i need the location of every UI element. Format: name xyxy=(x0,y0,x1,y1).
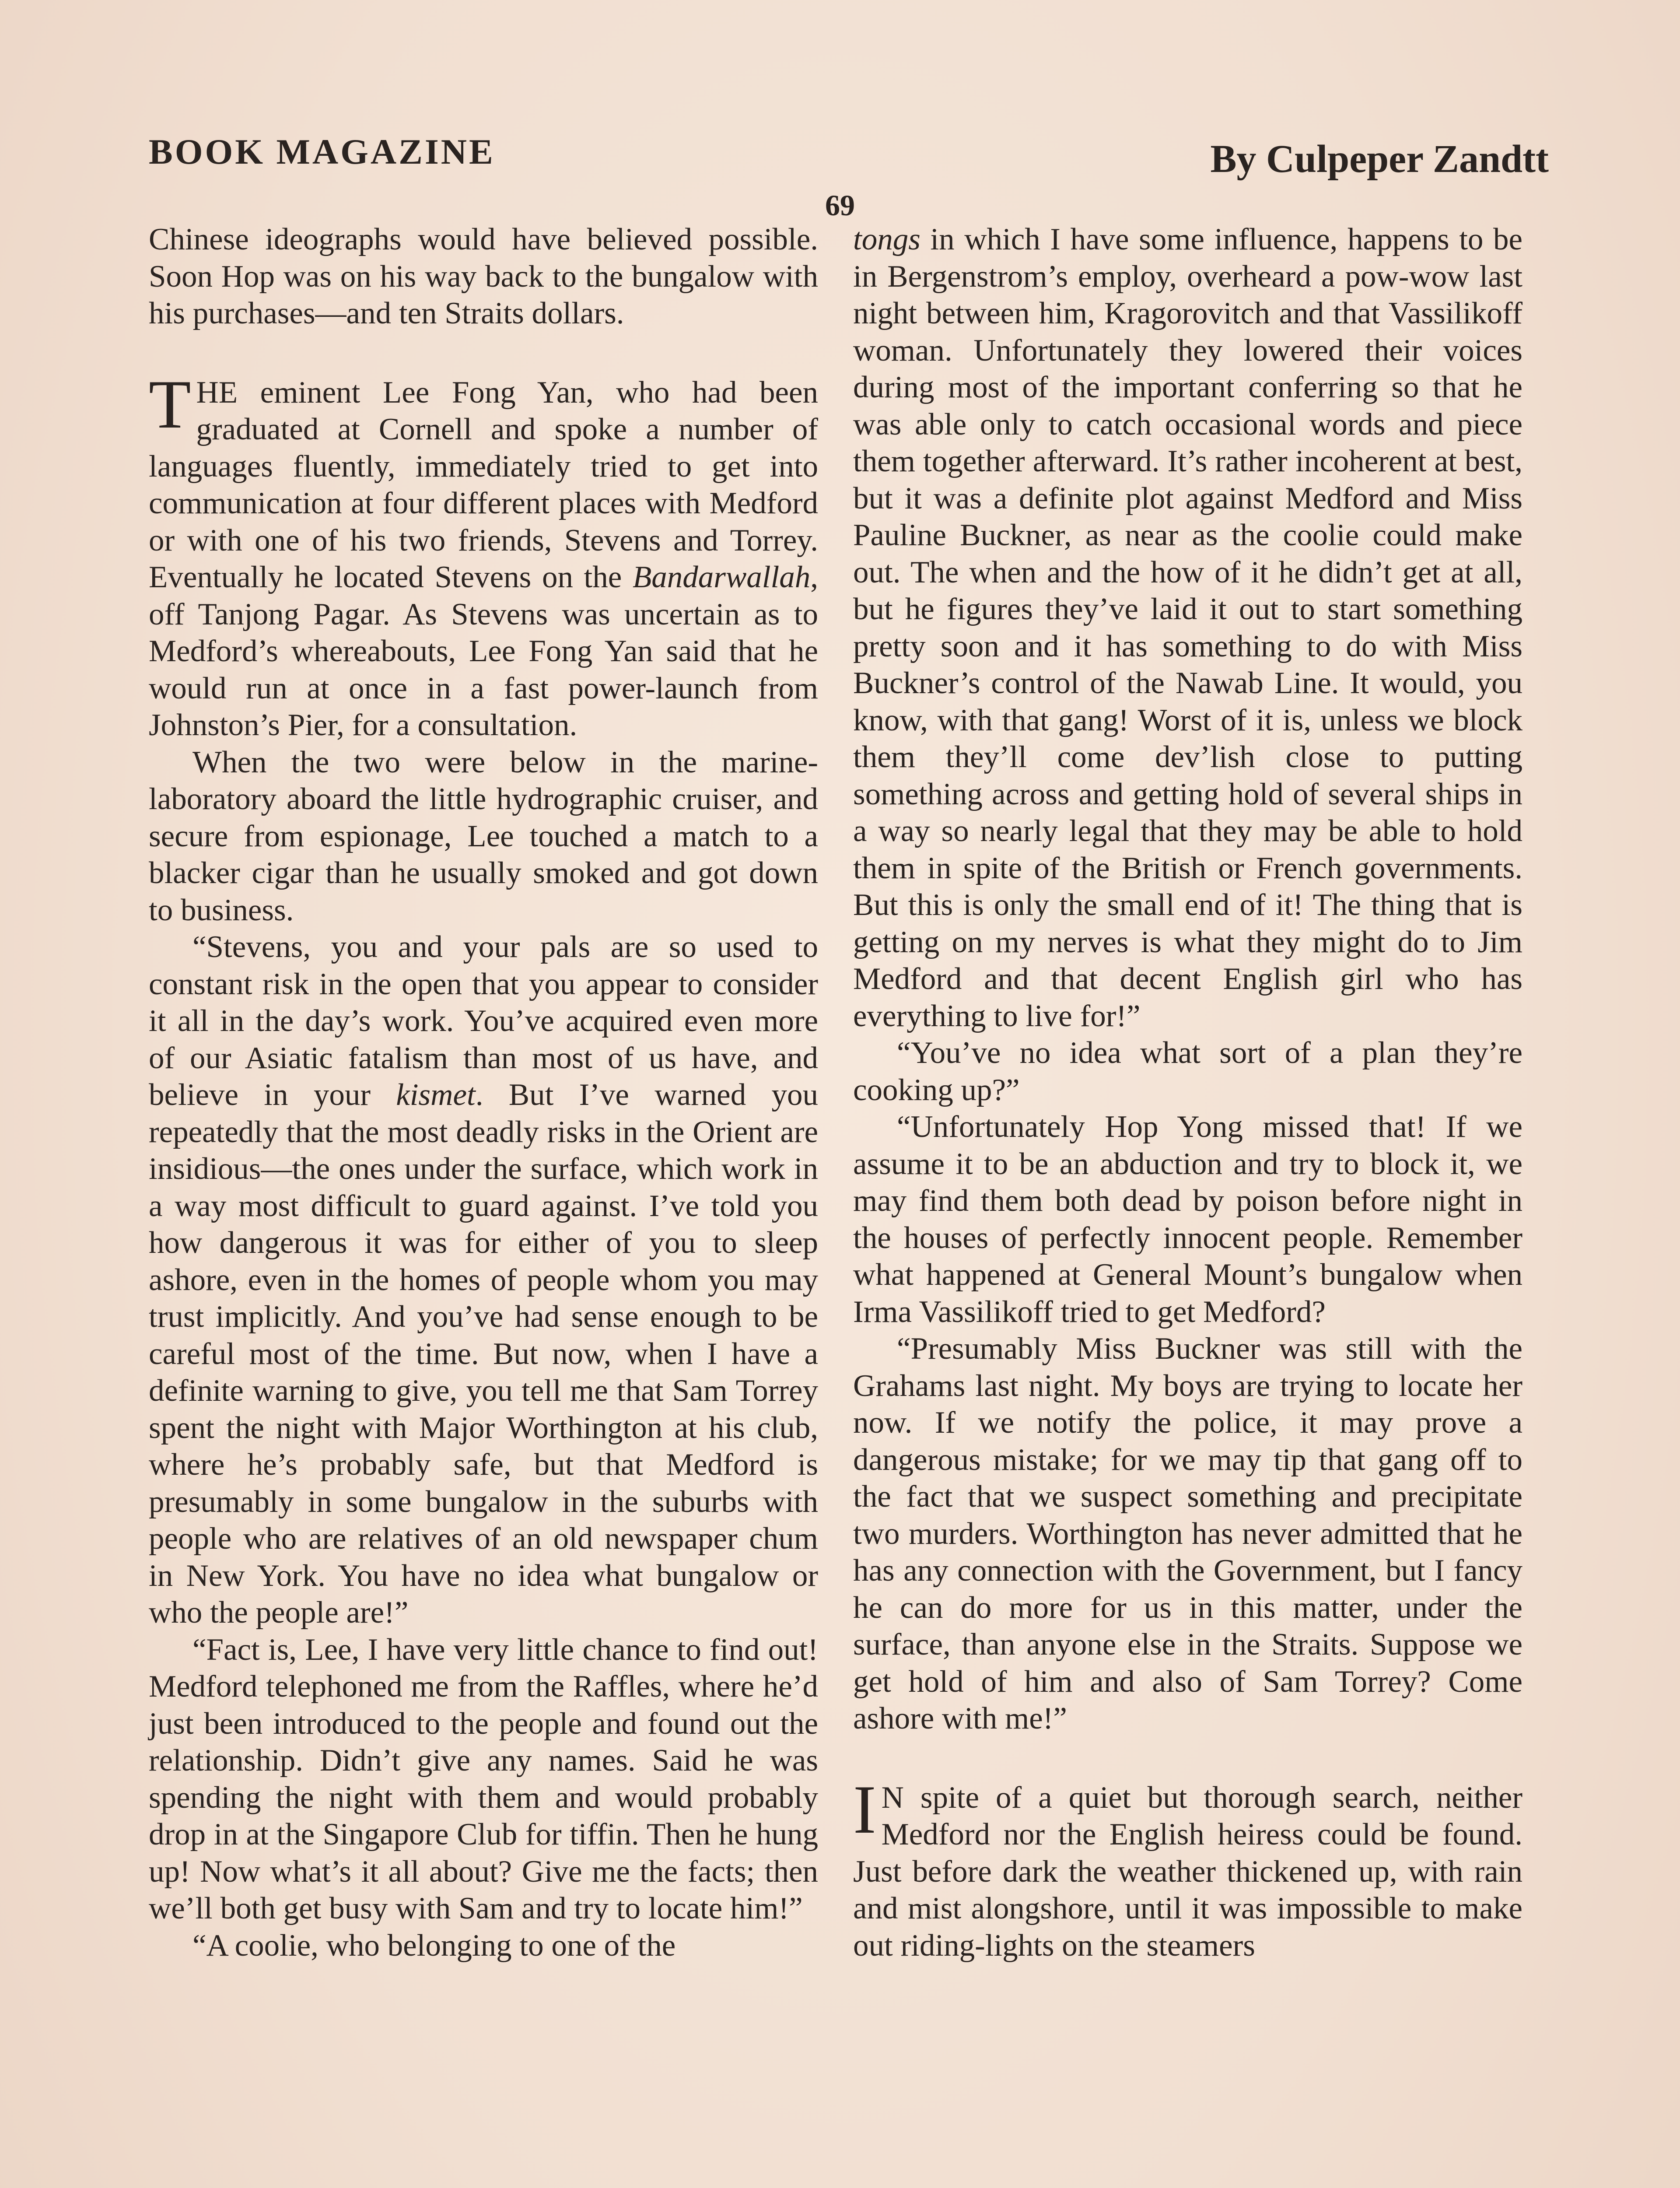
author-byline: By Culpeper Zandtt xyxy=(1210,137,1549,181)
paragraph: “Presumably Miss Buckner was still with the Grahams last night. My boys are trying to locate her now. If we notify the police, it may prove a dangerous mistake; for we may tip that gang off to the fact that we suspect something and precipitate two murders. Worthington has never admitted that he has any connection with the Government, but I fancy he can do more for us in this matter, under the surface, than anyone else in the Straits. Suppose we get hold of him and also of Sam Torrey? Come ashore with me!” xyxy=(853,1332,1522,1736)
paragraph: “Stevens, you and your pals are so used to constant risk in the open that you appear to consider it all in the day’s work. You’ve acquired even more of our Asiatic fatalism than most of us have, and believe in your kismet. But I’ve warned you repeatedly that the most deadly risks in the Orient are insidious—the ones under the surface, which work in a way most difficult to guard against. I’ve told you how dangerous it was for either of you to sleep ashore, even in the homes of people whom you may trust implicitly. And you’ve had sense enough to be careful most of the time. But now, when I have a definite warning to give, you tell me that Sam Torrey spent the night with Major Worthington at his club, where he’s probably safe, but that Medford is presumably in some bungalow in the suburbs with people who are relatives of an old newspaper chum in New York. You have no idea what bungalow or who the people are!” xyxy=(149,930,818,1630)
paragraph: “A coolie, who belonging to one of the xyxy=(192,1928,676,1963)
emphasis: tongs xyxy=(853,222,920,256)
right-column xyxy=(853,221,1522,1964)
paragraph: THE eminent Lee Fong Yan, who had been graduated at Cornell and spoke a number of languages fluently, immediately tried to get into communication at four different places with Medford or with one of his two friends, Stevens and Torrey. Eventually he located Stevens on the Bandarwallah, off Tanjong Pagar. As Stevens was uncertain as to Medford’s whereabouts, Lee Fong Yan said that he would run at once in a fast power-launch from Johnston’s Pier, for a consultation. xyxy=(149,366,818,742)
paragraph: “Fact is, Lee, I have very little chance to find out! Medford telephoned me from the Raffles, where he’d just been introduced to the people and found out the relationship. Didn’t give any names. Said he was spending the night with them and would probably drop in at the Singapore Club for tiffin. Then he hung up! Now what’s it all about? Give me the facts; then we’ll both get busy with Sam and try to locate him!” xyxy=(149,1632,818,1925)
emphasis: kismet xyxy=(396,1078,476,1112)
ship-name: Bandarwallah xyxy=(632,560,811,594)
paragraph: “Unfortunately Hop Yong missed that! If we assume it to be an abduction and try to block it, we may find them both dead by poison before night in the houses of perfectly innocent people. Remember what happened at General Mount’s bungalow when Irma Vassilikoff tried to get Medford? xyxy=(853,1110,1522,1329)
paragraph: When the two were below in the marine-laboratory aboard the little hydrographic cruiser, and secure from espionage, Lee touched a match to a blacker cigar than he usually smoked and got down to business. xyxy=(149,745,818,927)
paragraph: tongs in which I have some influence, happens to be in Bergenstrom’s employ, overheard a pow-wow last night between him, Kragorovitch and that Vassilikoff woman. Unfortunately they lowered their voices during most of the important conferring so that he was able only to catch occasional words and piece them together afterward. It’s rather incoherent at best, but it was a definite plot against Medford and Miss Pauline Buckner, as near as the coolie could make out. The when and the how of it he didn’t get at all, but he figures they’ve laid it out to start something pretty soon and it has something to do with Miss Buckner’s control of the Nawab Line. It would, you know, with that gang! Worst of it is, unless we block them they’ll come dev’lish close to putting something across and getting hold of several ships in a way so nearly legal that they may be able to hold them in spite of the British or French governments. But this is only the small end of it! The thing that is getting on my nerves is what they might do to Jim Medford and that decent English girl who has everything to live for!” xyxy=(853,222,1522,1033)
drop-cap: I xyxy=(853,1771,876,1848)
left-column xyxy=(149,221,818,1964)
magazine-title: BOOK MAGAZINE xyxy=(149,132,495,172)
page-number: 69 xyxy=(825,189,855,222)
drop-cap: T xyxy=(149,366,191,443)
paragraph: I N spite of a quiet but thorough search, neither Medford nor the English heiress could be found. Just before dark the weather thickened up, with rain and mist alongshore, until it was impossible to make out riding-lights on the steamers xyxy=(853,1771,1522,1963)
paragraph: “You’ve no idea what sort of a plan they’re cooking up?” xyxy=(853,1036,1522,1107)
paragraph: Chinese ideographs would have believed possible. Soon Hop was on his way back to the bungalow with his purchases—and ten Straits dollars. xyxy=(149,222,818,330)
